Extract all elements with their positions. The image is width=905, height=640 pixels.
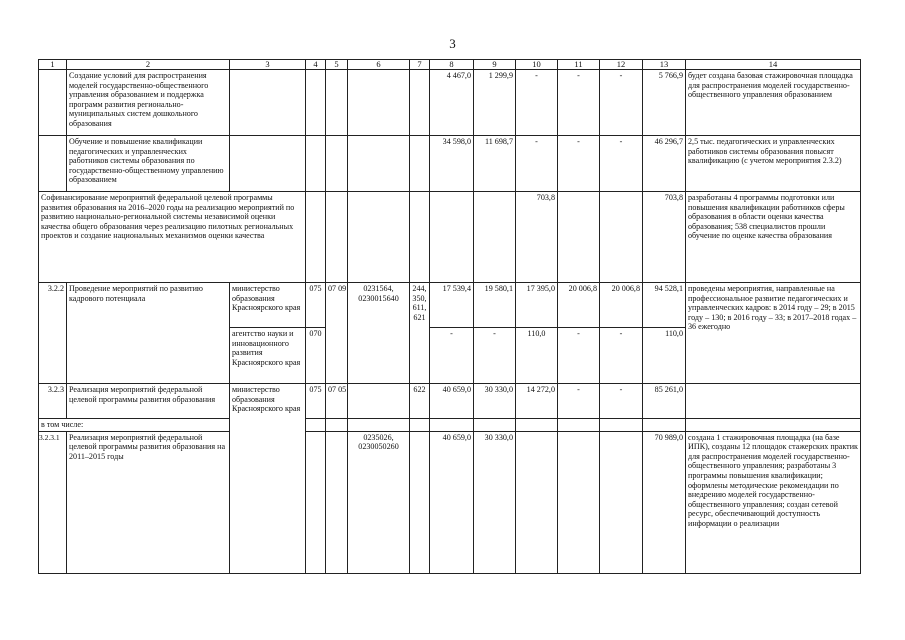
cell-total: 703,8	[643, 192, 686, 283]
cell-code: 07 05	[326, 384, 348, 419]
cell-amount: 20 006,8	[600, 283, 643, 328]
table-row	[39, 70, 861, 136]
header-cell: 12	[600, 60, 643, 70]
header-cell: 3	[230, 60, 306, 70]
result-text: проведены мероприятия, направленные на профессиональное развитие педагогических и управленческих кадров: в 2014 году – 29; в 2015 году – 130; в 2016 году – 33; в 2017–2018 годах – 36 ежегодно	[686, 283, 861, 384]
cell-code: 0231564, 0230015640	[348, 283, 410, 384]
header-cell: 10	[516, 60, 558, 70]
table-row	[39, 419, 861, 432]
result-text: будет создана базовая стажировочная площадка для распространения моделей государственно-общественного управления образованием	[686, 70, 861, 136]
executor: министерство образования Красноярского края	[230, 283, 306, 328]
cell-amount: 11 698,7	[474, 136, 516, 192]
budget-table	[38, 59, 861, 574]
header-cell: 1	[39, 60, 67, 70]
activity-name: Реализация мероприятий федеральной целевой программы развития образования на 2011–2015 годы	[67, 431, 230, 573]
cell-amount: 14 272,0	[516, 384, 558, 419]
cell-amount: 17 539,4	[430, 283, 474, 328]
cell-amount: -	[516, 70, 558, 136]
header-cell: 14	[686, 60, 861, 70]
cell-amount: -	[558, 384, 600, 419]
header-cell: 11	[558, 60, 600, 70]
cell-total: 46 296,7	[643, 136, 686, 192]
result-text: разработаны 4 программы подготовки или повышения квалификации работников сферы образования в области оценки качества образования; 538 специалистов прошли обучение по оценке качества образования	[686, 192, 861, 283]
table-row	[39, 384, 861, 419]
cell-code: 622	[410, 384, 430, 419]
cell-amount: -	[430, 328, 474, 384]
header-cell: 5	[326, 60, 348, 70]
cell-amount: 20 006,8	[558, 283, 600, 328]
cell-amount: -	[558, 328, 600, 384]
cell-total: 85 261,0	[643, 384, 686, 419]
cell-amount: -	[558, 70, 600, 136]
item-number: 3.2.3.1	[39, 431, 67, 573]
including-label: в том числе:	[39, 419, 230, 432]
header-cell: 8	[430, 60, 474, 70]
page-number: 3	[449, 36, 456, 51]
cell-amount: 4 467,0	[430, 70, 474, 136]
cell-amount: 30 330,0	[474, 384, 516, 419]
cell-total: 110,0	[643, 328, 686, 384]
header-cell: 2	[67, 60, 230, 70]
cell-code: 075	[306, 384, 326, 419]
cell-code: 075	[306, 283, 326, 328]
cell-amount: -	[558, 136, 600, 192]
cell-amount: -	[600, 70, 643, 136]
table-row	[39, 283, 861, 328]
executor: агентство науки и инновационного развития Красноярского края	[230, 328, 306, 384]
cell-amount: 1 299,9	[474, 70, 516, 136]
item-number: 3.2.3	[39, 384, 67, 419]
activity-name: Софинансирование мероприятий федеральной целевой программы развития образования на 2016–2020 годы на реализацию мероприятий по развитию национально-региональной системы независимой оценки качества общего образования через реализацию пилотных региональных проектов и создание национальных механизмов оценки качества	[39, 192, 306, 283]
cell-total: 70 989,0	[643, 431, 686, 573]
activity-name: Проведение мероприятий по развитию кадрового потенциала	[67, 283, 230, 384]
cell-code: 07 09	[326, 283, 348, 384]
activity-name: Создание условий для распространения моделей государственно-общественного управления образованием и поддержка программ развития регионально-муниципальных систем дошкольного образования	[67, 70, 230, 136]
cell-amount: -	[474, 328, 516, 384]
result-text: 2,5 тыс. педагогических и управленческих работников системы образования повысят квалификацию (с учетом мероприятия 2.3.2)	[686, 136, 861, 192]
cell-amount: 703,8	[516, 192, 558, 283]
header-cell: 13	[643, 60, 686, 70]
header-cell: 6	[348, 60, 410, 70]
result-text: создана 1 стажировочная площадка (на базе ИПК), созданы 12 площадок стажерских практик для распространения моделей государственно-общественного управления; разработаны 3 программы повышения квалификации; оформлены методические рекомендации по внедрению моделей государственно-общественного управления; создан сетевой ресурс, обеспечивающий доступность информации о реализации	[686, 431, 861, 573]
executor: министерство образования Красноярского края	[230, 384, 306, 574]
header-row	[39, 60, 861, 70]
cell-total: 5 766,9	[643, 70, 686, 136]
header-cell: 7	[410, 60, 430, 70]
activity-name: Обучение и повышение квалификации педагогических и управленческих работников системы образования по государственно-общественному управлению образованием	[67, 136, 230, 192]
cell-amount: 110,0	[516, 328, 558, 384]
item-number: 3.2.2	[39, 283, 67, 384]
cell-amount: -	[600, 328, 643, 384]
header-cell: 9	[474, 60, 516, 70]
cell-amount: 17 395,0	[516, 283, 558, 328]
header-cell: 4	[306, 60, 326, 70]
cell-code: 070	[306, 328, 326, 384]
cell-amount: -	[600, 136, 643, 192]
table-row	[39, 136, 861, 192]
cell-total: 94 528,1	[643, 283, 686, 328]
table-row	[39, 192, 861, 283]
cell-amount: 40 659,0	[430, 384, 474, 419]
cell-amount: -	[516, 136, 558, 192]
activity-name: Реализация мероприятий федеральной целевой программы развития образования	[67, 384, 230, 419]
cell-amount: 34 598,0	[430, 136, 474, 192]
cell-amount: 40 659,0	[430, 431, 474, 573]
cell-code: 244, 350, 611, 621	[410, 283, 430, 384]
cell-amount: -	[600, 384, 643, 419]
table-row	[39, 431, 861, 573]
cell-amount: 30 330,0	[474, 431, 516, 573]
cell-amount: 19 580,1	[474, 283, 516, 328]
cell-code: 0235026, 0230050260	[348, 431, 410, 573]
